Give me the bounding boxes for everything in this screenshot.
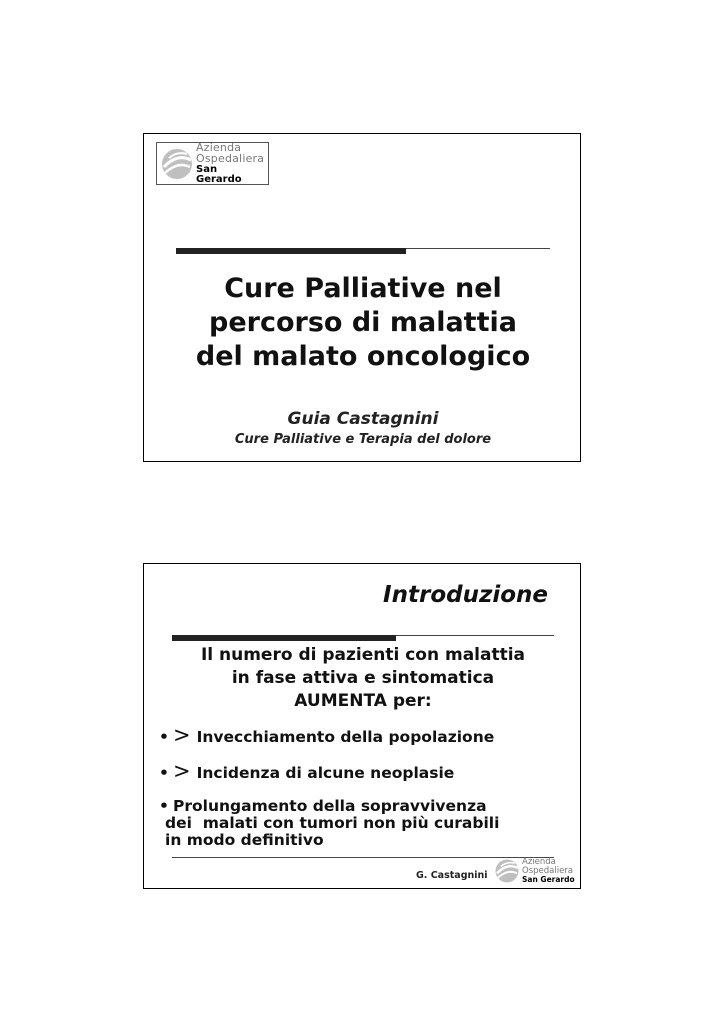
bullet-marker: • [159,797,169,815]
logo-line-2: Ospedaliera [522,865,574,876]
author-name: Guia Castagnini [287,409,439,429]
bullet-marker: • [159,728,169,746]
title-line: percorso di malattia [209,307,517,338]
slide-heading: Introduzione [383,582,548,608]
bullet-marker: • [159,764,169,782]
bullet-text: Invecchiamento della popolazione [196,728,495,746]
title-line: del malato oncologico [195,341,531,372]
list-item [159,798,569,849]
logo-line-3: San Gerardo [196,164,242,185]
logo-emblem-icon [160,147,194,181]
hospital-logo [156,142,269,185]
list-item [159,759,455,783]
intro-text [144,644,582,713]
slide-introduction [143,563,581,889]
footer-author: G. Castagnini [416,870,488,881]
bullet-text: Incidenza di alcune neoplasie [196,764,455,782]
bullet-text-continued: in modo definitivo [165,831,324,849]
department: Cure Palliative e Terapia del dolore [234,432,492,447]
slide-title [143,133,581,462]
hospital-logo-small [494,857,578,885]
greater-than-symbol: > [173,723,191,747]
intro-line: Il numero di pazienti con malattia [200,645,526,665]
intro-line: AUMENTA per: [294,691,432,711]
logo-line-1: Azienda [522,857,556,868]
title-line: Cure Palliative nel [224,273,502,304]
bullet-text-continued: dei malati con tumori non più curabili [165,814,500,832]
intro-line: in fase attiva e sintomatica [231,668,495,688]
logo-line-3: San Gerardo [522,875,575,885]
logo-line-1: Azienda [196,141,242,154]
divider-thick [172,635,396,641]
greater-than-symbol: > [173,759,191,783]
divider-thick [176,248,406,254]
list-item [159,723,495,747]
bullet-text: Prolungamento della sopravvivenza [173,797,487,815]
logo-emblem-icon [494,858,520,884]
logo-line-2: Ospedaliera [196,152,265,165]
slide-title-text [144,272,582,374]
